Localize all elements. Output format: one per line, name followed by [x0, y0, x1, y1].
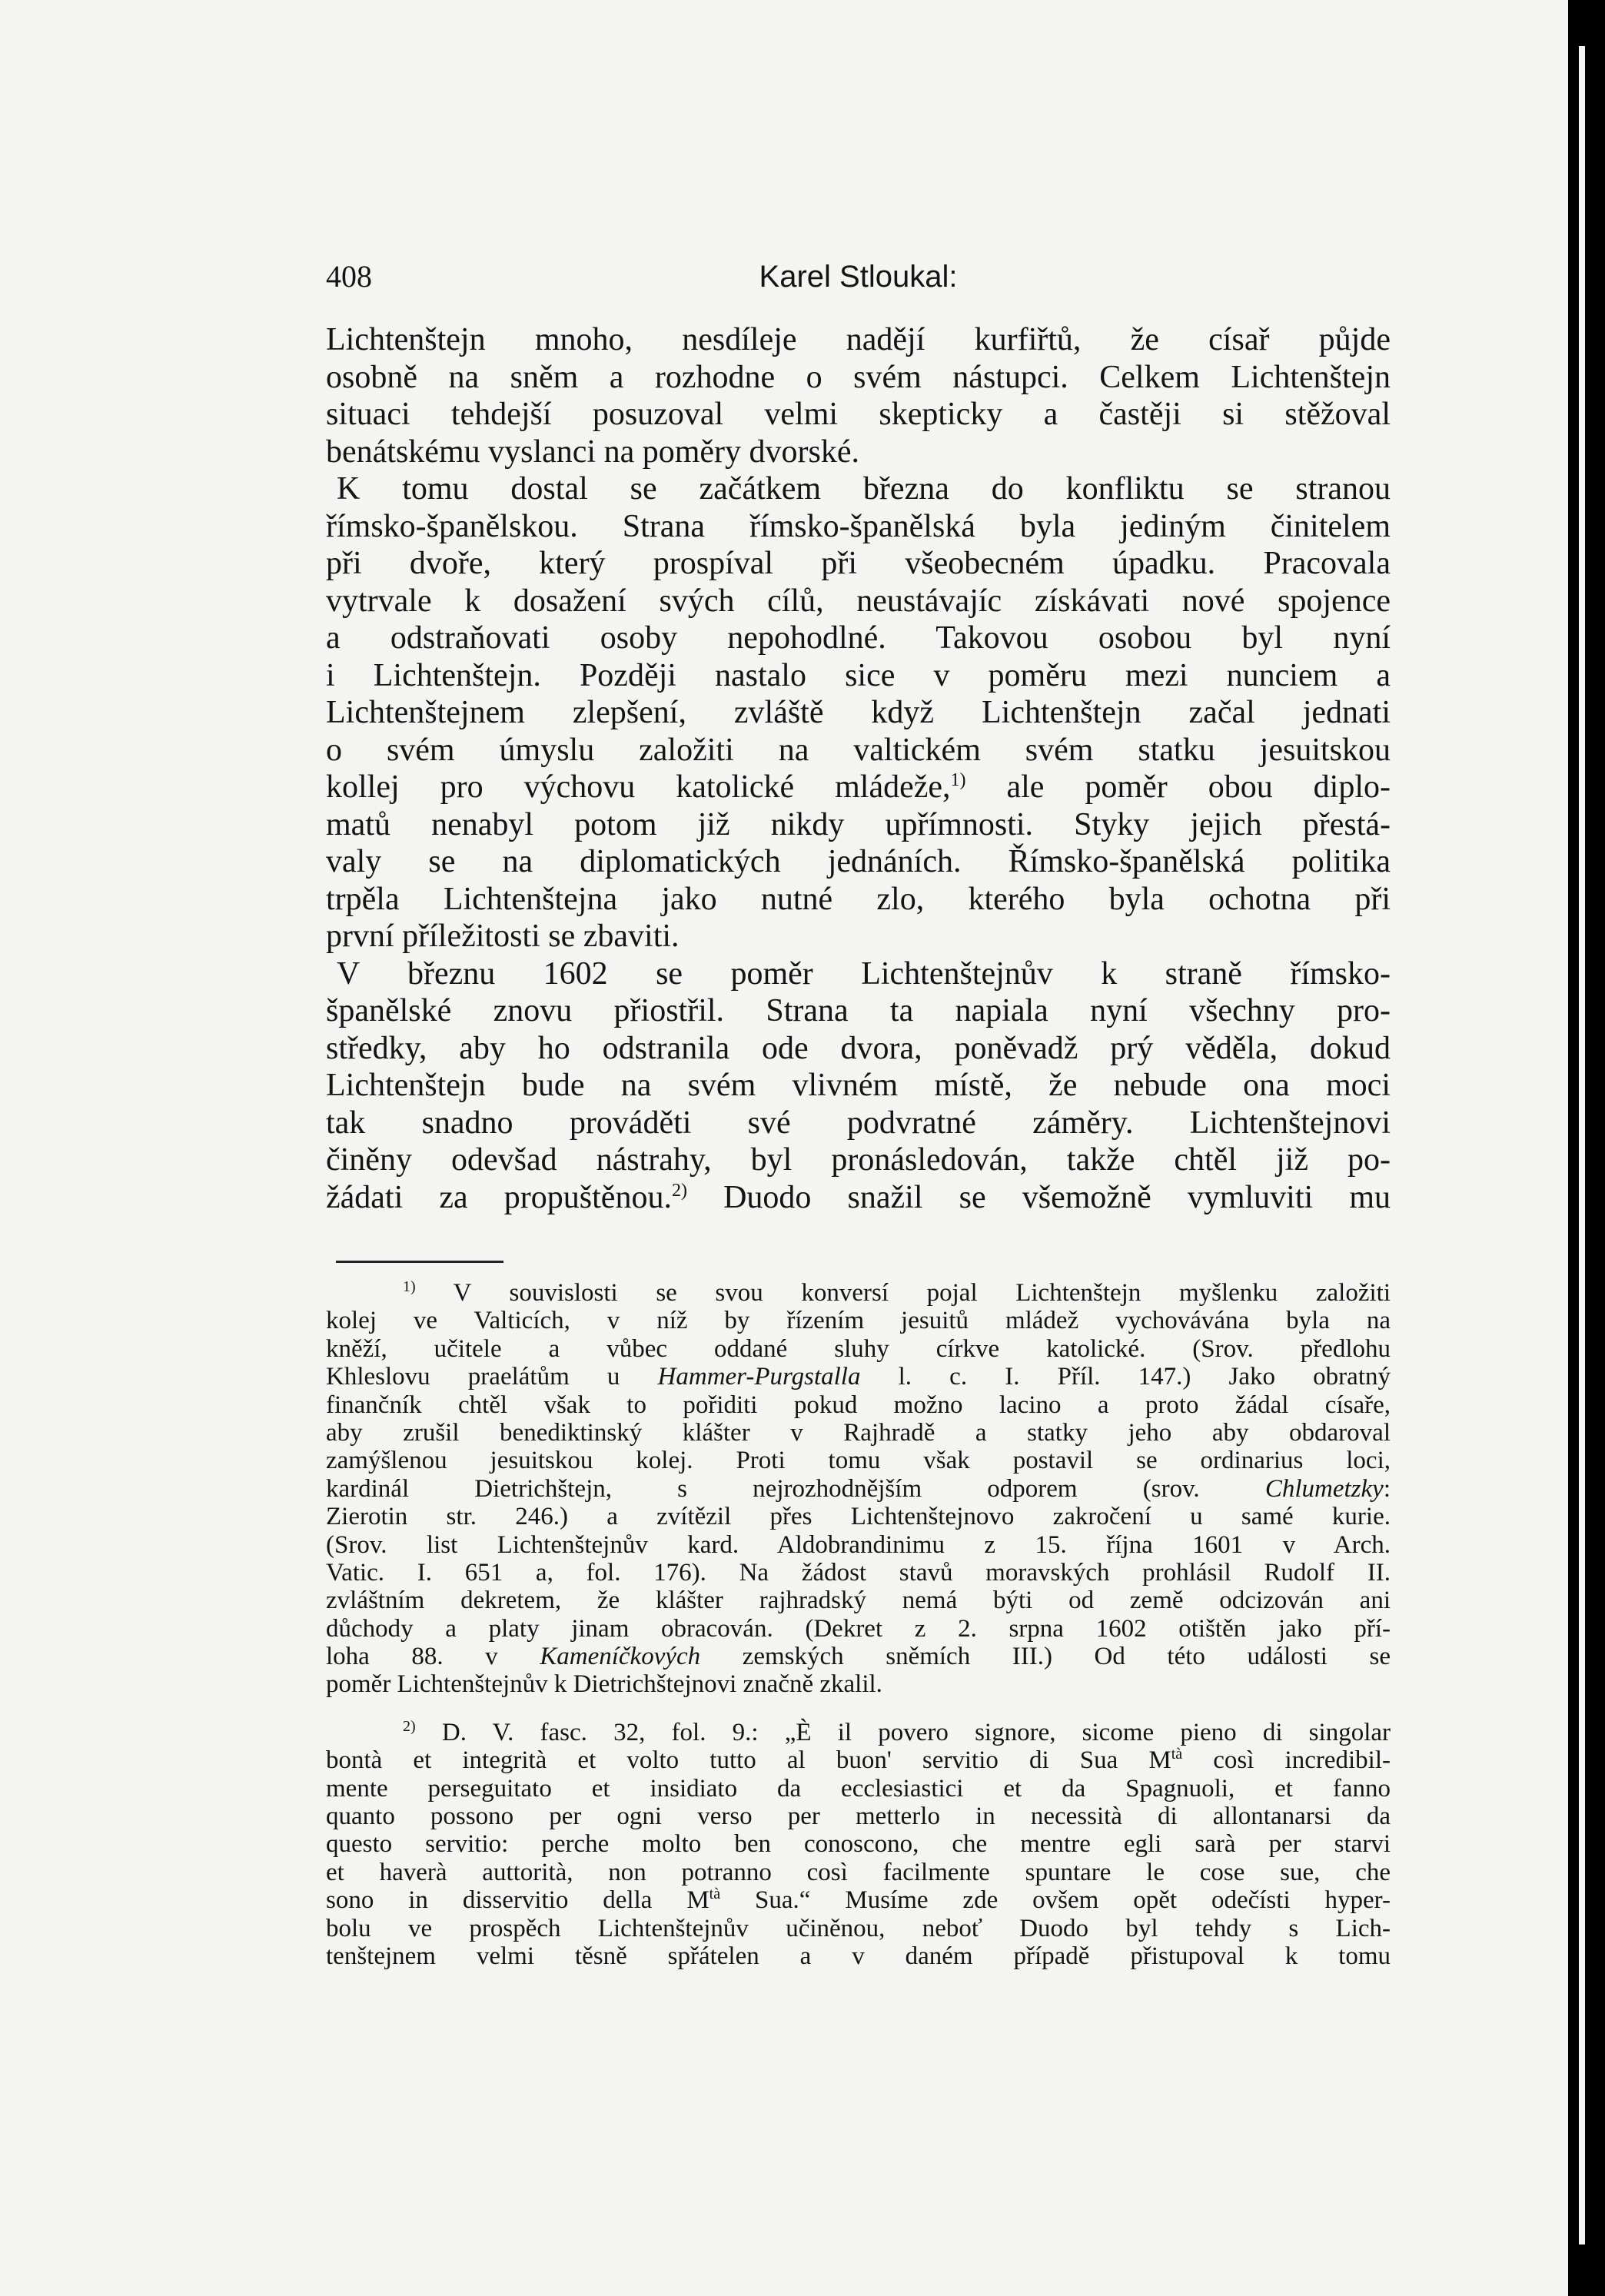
text-segment: Sua.“ Musíme zde ovšem opět odečísti hyper-	[720, 1886, 1391, 1915]
text-segment: loha 88. v	[326, 1643, 540, 1671]
footnote-2-line	[326, 1746, 1391, 1774]
footnote-1-line: aby zrušil benediktinský klášter v Rajhradě a statky jeho aby obdaroval	[326, 1418, 1391, 1447]
footnote-1-line: Zierotin str. 246.) a zvítězil přes Lichtenštejnovo zakročení u samé kurie.	[326, 1503, 1391, 1531]
text-line	[326, 769, 1391, 806]
footnote-1-line: poměr Lichtenštejnův k Dietrichštejnovi značně zkalil.	[326, 1670, 882, 1699]
footnote-1-line: Vatic. I. 651 a, fol. 176). Na žádost stavů moravských prohlásil Rudolf II.	[326, 1558, 1391, 1587]
footnote-1-mark: 1)	[403, 1278, 416, 1295]
footnote-1-line: zamýšlenou jesuitskou kolej. Proti tomu však postavil se ordinarius loci,	[326, 1447, 1391, 1475]
footnotes	[326, 1279, 1391, 1970]
footnote-1-line: důchody a platy jinam obracován. (Dekret z 2. srpna 1602 otištěn jako pří-	[326, 1614, 1391, 1643]
text-line: valy se na diplomatických jednáních. Římsko-španělská politika	[326, 844, 1391, 879]
text-line	[326, 1179, 1391, 1217]
page-header	[326, 254, 1391, 300]
footnote-2-line: quanto possono per ogni verso per metterlo in necessità di allontanarsi da	[326, 1803, 1391, 1831]
text-segment: žádati za propuštěnou.	[326, 1179, 672, 1215]
text-line: Lichtenštejnem zlepšení, zvláště když Lichtenštejn začal jednati	[326, 695, 1391, 730]
text-line: trpěla Lichtenštejna jako nutné zlo, kterého byla ochotna při	[326, 881, 1391, 917]
text-line: tak snadno prováděti své podvratné záměry. Lichtenštejnovi	[326, 1105, 1391, 1141]
page-number: 408	[326, 259, 372, 294]
text-line: při dvoře, který prospíval při všeobecném úpadku. Pracovala	[326, 546, 1391, 581]
text-segment: l. c. I. Příl. 147.) Jako obratný	[860, 1363, 1391, 1391]
text-segment: kollej pro výchovu katolické mládeže,	[326, 769, 951, 805]
text-segment: bontà et integrità et volto tutto al buon' servitio di Sua M	[326, 1746, 1171, 1775]
text-segment: ale poměr obou diplo-	[965, 769, 1391, 805]
footnote-1-line	[326, 1475, 1391, 1503]
scan-edge	[1568, 0, 1605, 2296]
text-segment: zemských sněmích III.) Od této události se	[700, 1643, 1391, 1671]
text-line: první příležitosti se zbaviti.	[326, 919, 680, 954]
italic-citation: Chlumetzky	[1264, 1474, 1384, 1503]
italic-citation: Kameníčkových	[540, 1643, 701, 1671]
text-segment: V souvislosti se svou konversí pojal Lichtenštejn myšlenku založiti	[415, 1279, 1391, 1307]
text-line: situaci tehdejší posuzoval velmi skepticky a častěji si stěžoval	[326, 397, 1391, 432]
text-line: Lichtenštejn mnoho, nesdíleje nadějí kurfiřtů, že císař půjde	[326, 322, 1391, 357]
footnote-2-line: et haverà auttorità, non potranno così facilmente spuntare le cose sue, che	[326, 1858, 1391, 1886]
text-line: o svém úmyslu založiti na valtickém svém statku jesuitskou	[326, 732, 1391, 768]
footnote-2-line: questo servitio: perche molto ben conoscono, che mentre egli sarà per starvi	[326, 1830, 1391, 1859]
footnote-1-line: kněží, učitele a vůbec oddané sluhy církve katolické. (Srov. předlohu	[326, 1334, 1391, 1363]
footnote-1-line	[326, 1363, 1391, 1391]
text-line: španělské znovu přiostřil. Strana ta napiala nyní všechny pro-	[326, 993, 1391, 1028]
text-line: středky, aby ho odstranila ode dvora, poněvadž prý věděla, dokud	[326, 1030, 1391, 1066]
text-segment: :	[1383, 1474, 1391, 1503]
italic-citation: Hammer-Purgstalla	[657, 1363, 861, 1391]
footnote-1-line: zvláštním dekretem, že klášter rajhradský nemá býti od země odcizován ani	[326, 1587, 1391, 1615]
running-head: Karel Stloukal:	[759, 260, 958, 294]
text-line: i Lichtenštejn. Později nastalo sice v poměru mezi nunciem a	[326, 657, 1391, 693]
footnote-gap	[326, 1699, 1391, 1719]
text-segment: Khleslovu praelátům u	[326, 1363, 658, 1391]
footnote-1-line	[326, 1279, 1391, 1307]
footnote-ref-1[interactable]: 1)	[950, 770, 966, 790]
superscript-abbrev: tà	[709, 1886, 721, 1903]
text-line: osobně na sněm a rozhodne o svém nástupci. Celkem Lichtenštejn	[326, 359, 1391, 395]
footnote-ref-2[interactable]: 2)	[671, 1180, 687, 1201]
main-text	[326, 321, 1391, 1216]
text-line: činěny odevšad nástrahy, byl pronásledován, takže chtěl již po-	[326, 1142, 1391, 1178]
text-line: vytrvale k dosažení svých cílů, neustávajíc získávati nové spojence	[326, 583, 1391, 619]
text-segment: D. V. fasc. 32, fol. 9.: „È il povero signore, sicome pieno di singolar	[415, 1718, 1391, 1746]
text-line: a odstraňovati osoby nepohodlné. Takovou osobou byl nyní	[326, 620, 1391, 656]
footnote-1-line: (Srov. list Lichtenštejnův kard. Aldobrandinimu z 15. října 1601 v Arch.	[326, 1530, 1391, 1559]
footnote-1-line: kolej ve Valticích, v níž by řízením jesuitů mládež vychovávána byla na	[326, 1307, 1391, 1335]
footnote-1-line	[326, 1643, 1391, 1670]
text-segment: così incredibil-	[1182, 1746, 1391, 1775]
text-line: benátskému vyslanci na poměry dvorské.	[326, 434, 859, 470]
footnote-2-mark: 2)	[403, 1717, 416, 1735]
footnote-2-line: bolu ve prospěch Lichtenštejnův učiněnou, neboť Duodo byl tehdy s Lich-	[326, 1914, 1391, 1942]
footnote-2-line	[326, 1886, 1391, 1914]
text-line: Lichtenštejn bude na svém vlivném místě, že nebude ona moci	[326, 1068, 1391, 1103]
text-line: matů nenabyl potom již nikdy upřímnosti. Styky jejich přestá-	[326, 806, 1391, 842]
footnote-2-line: mente perseguitato et insidiato da ecclesiastici et da Spagnuoli, et fanno	[326, 1774, 1391, 1803]
footnote-2-line: tenštejnem velmi těsně spřátelen a v daném případě přistupoval k tomu	[326, 1942, 1391, 1970]
text-line: K tomu dostal se začátkem března do konfliktu se stranou	[337, 471, 1391, 507]
text-line: V březnu 1602 se poměr Lichtenštejnův k straně římsko-	[337, 955, 1391, 992]
text-segment: kardinál Dietrichštejn, s nejrozhodnějším odporem (srov.	[326, 1474, 1265, 1503]
footnote-separator	[336, 1261, 503, 1263]
footnote-2-line	[326, 1719, 1391, 1746]
text-segment: Duodo snažil se všemožně vymluviti mu	[686, 1179, 1391, 1215]
text-line: římsko-španělskou. Strana římsko-španělská byla jediným činitelem	[326, 508, 1391, 544]
footnote-1-line: finančník chtěl však to pořiditi pokud možno lacino a proto žádal císaře,	[326, 1391, 1391, 1419]
text-segment: sono in disservitio della M	[326, 1886, 709, 1915]
superscript-abbrev: tà	[1171, 1746, 1183, 1763]
